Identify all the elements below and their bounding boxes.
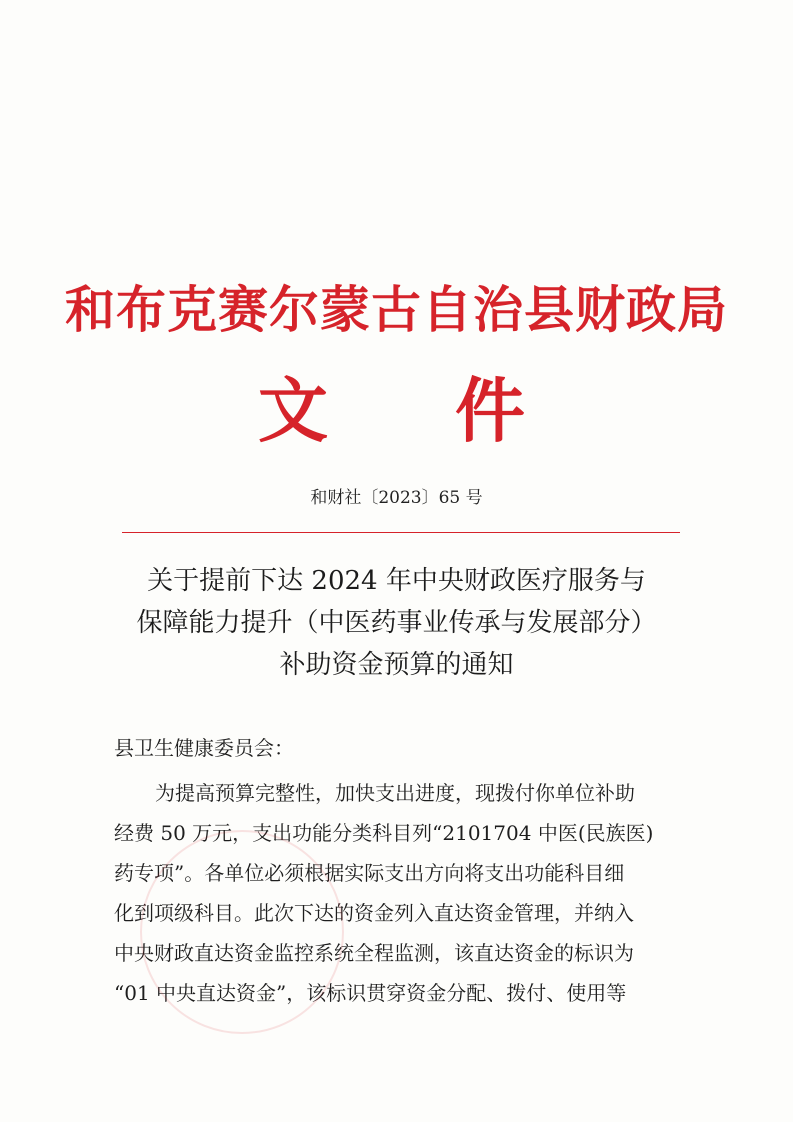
issuer-title: 和布克赛尔蒙古自治县财政局 bbox=[65, 280, 728, 339]
document-type-char-1: 文 bbox=[258, 369, 328, 452]
document-type-char-2: 件 bbox=[455, 369, 525, 452]
body-line-3: 药专项”。各单位必须根据实际支出方向将支出功能科目细 bbox=[114, 861, 625, 885]
body-line-5: 中央财政直达资金监控系统全程监测，该直达资金的标识为 bbox=[114, 941, 634, 965]
document-number: 和财社〔2023〕65 号 bbox=[310, 488, 483, 508]
body-line-1: 为提高预算完整性，加快支出进度，现拨付你单位补助 bbox=[155, 781, 635, 805]
recipient-line: 县卫生健康委员会： bbox=[114, 736, 294, 760]
notice-title-line-3: 补助资金预算的通知 bbox=[279, 650, 514, 680]
body-line-4: 化到项级科目。此次下达的资金列入直达资金管理，并纳入 bbox=[114, 901, 634, 925]
notice-title-line-2: 保障能力提升（中医药事业传承与发展部分） bbox=[136, 608, 657, 638]
notice-title bbox=[0, 560, 793, 686]
document-type-heading bbox=[0, 366, 793, 456]
red-divider-line bbox=[122, 532, 680, 533]
notice-title-line-1: 关于提前下达 2024 年中央财政医疗服务与 bbox=[147, 566, 646, 596]
body-line-2: 经费 50 万元，支出功能分类科目列“2101704 中医(民族医) bbox=[114, 821, 654, 845]
body-line-6: “01 中央直达资金”，该标识贯穿资金分配、拨付、使用等 bbox=[114, 981, 627, 1005]
